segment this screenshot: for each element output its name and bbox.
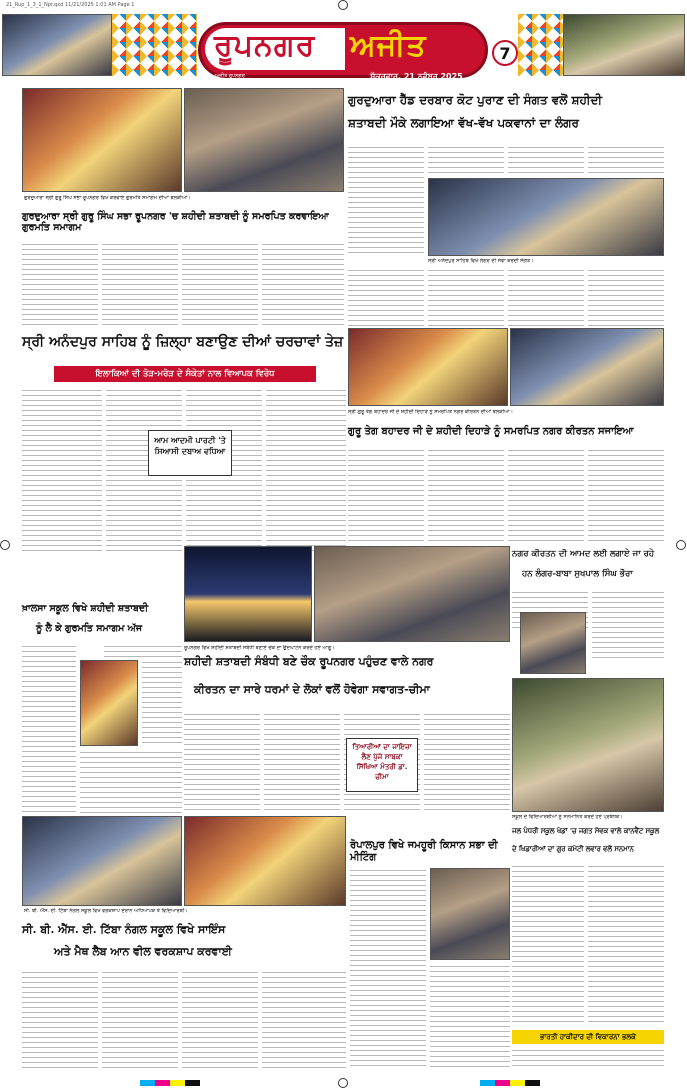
- body-langar-col2b: [428, 268, 504, 326]
- headline-bhaura-line1: ਨਗਰ ਕੀਰਤਨ ਦੀ ਆਮਦ ਲਈ ਲਗਾਏ ਜਾ ਰਹੇ: [512, 549, 655, 559]
- body-bhaura-col2: [592, 590, 664, 662]
- photo-chowk-night: [184, 546, 312, 642]
- body-nagar-col2: [428, 448, 504, 543]
- caption-nagar: ਸ੍ਰੀ ਗੁਰੂ ਤੇਗ ਬਹਾਦਰ ਜੀ ਦੇ ਸ਼ਹੀਦੀ ਦਿਹਾੜੇ ਨੂੰ ਸਮਰਪਿਤ ਨਗਰ ਕੀਰਤਨ ਦੀਆਂ ਝਲਕੀਆਂ।: [348, 409, 513, 415]
- headline-chowk-line2: ਕੀਰਤਨ ਦਾ ਸਾਰੇ ਧਰਮਾਂ ਦੇ ਲੋਕਾਂ ਵਲੋਂ ਹੋਵੇਗਾ ਸਵਾਗਤ-ਚੀਮਾ: [194, 683, 430, 696]
- body-gurmat-col1: [22, 242, 98, 327]
- masthead-title-rupnagar: ਰੂਪਨਗਰ: [214, 28, 316, 63]
- body-district-col1: [22, 388, 102, 553]
- registration-mark-icon: [338, 0, 348, 10]
- registration-mark-icon: [338, 1078, 348, 1088]
- body-langar-col3b: [508, 268, 584, 326]
- subhead-district: ਇਲਾਕਿਆਂ ਦੀ ਤੋੜ-ਮਰੋੜ ਦੇ ਸੰਕੇਤਾਂ ਨਾਲ ਵਿਆਪਕ ਵਿਰੋਧ: [54, 366, 316, 382]
- photo-bhaura-portrait: [520, 612, 586, 674]
- masthead-title-ajit: ਅਜੀਤ: [350, 28, 427, 63]
- body-gurmat-col4: [262, 242, 344, 327]
- body-sports-col2: [588, 864, 664, 1024]
- print-colorbar-left: [140, 1080, 200, 1086]
- masthead-pattern-right: [518, 14, 563, 76]
- body-chowk-col2: [264, 712, 340, 812]
- headline-chowk-line1: ਸ਼ਹੀਦੀ ਸ਼ਤਾਬਦੀ ਸੰਬੰਧੀ ਬਣੇ ਚੌਕ ਰੂਪਨਗਰ ਪਹੁੰਚਣ ਵਾਲੇ ਨਗਰ: [184, 655, 434, 668]
- body-khalsa-col2b: [142, 660, 182, 746]
- photo-nagar-2: [510, 328, 664, 406]
- body-langar-col3: [508, 145, 584, 175]
- photo-workshop-2: [184, 816, 346, 906]
- body-sports-col1: [512, 864, 584, 1024]
- headline-sports-line1: ਜਲ ਪੰਧਰੀ ਸਕੂਲ ਖੇਡਾਂ 'ਚ ਜਗਤ ਸੇਵਕ ਵਾਲੇ ਕਾਨਵੈਂਟ ਸਕੂਲ: [512, 827, 660, 835]
- caption-gurmat: ਗੁਰਦੁਆਰਾ ਸ੍ਰੀ ਗੁਰੂ ਸਿੰਘ ਸਭਾ ਰੂਪਨਗਰ ਵਿਖੇ ਕਰਵਾਏ ਗੁਰਮਤਿ ਸਮਾਗਮ ਦੀਆਂ ਝਲਕੀਆਂ।: [24, 195, 191, 201]
- body-nagar-col4: [588, 448, 664, 543]
- photo-school-award: [512, 678, 664, 812]
- body-kisan-col2: [430, 964, 510, 1068]
- masthead-photo-right: [563, 14, 685, 76]
- page-number: 7: [492, 40, 518, 66]
- body-sports-footer: [512, 1048, 664, 1070]
- body-chowk-col1: [184, 712, 260, 812]
- headline-district: ਸ੍ਰੀ ਅਨੰਦਪੁਰ ਸਾਹਿਬ ਨੂੰ ਜ਼ਿਲ੍ਹਾ ਬਣਾਉਣ ਦੀਆਂ ਚਰਚਾਵਾਂ ਤੇਜ਼: [22, 334, 344, 350]
- body-cbse-col2: [102, 970, 178, 1070]
- slug-line: 21_Rup_1_3_1_Npr.qxd 11/21/2025 1:01 AM Page 1: [6, 2, 135, 8]
- photo-khalsa-portrait: [80, 660, 138, 746]
- body-langar-col2: [428, 145, 504, 175]
- headline-sports-line2: ਦੇ ਖਿਡਾਰੀਆਂ ਦਾ ਗੁਰ ਕਮੇਟੀ ਲਵਾਰ ਵਲੋਂ ਸਨਮਾਨ: [512, 845, 634, 853]
- masthead-photo-left: [2, 14, 112, 76]
- headline-cbse-line1: ਸੀ. ਬੀ. ਐੱਸ. ਈ. ਟਿੱਬਾ ਨੰਗਲ ਸਕੂਲ ਵਿਖੇ ਸਾਇੰਸ: [22, 923, 226, 936]
- photo-gurmat-1: [22, 88, 182, 192]
- registration-mark-icon: [0, 540, 10, 550]
- pullquote-cheema: ਤਿਆਰੀਆਂ ਦਾ ਜਾਇਜ਼ਾ ਲੈਣ ਪੁੱਜੇ ਸਾਬਕਾ ਸਿੱਖਿਆ ਮੰਤਰੀ ਡਾ. ਚੀਮਾ: [346, 738, 418, 792]
- body-cbse-col4: [262, 970, 346, 1070]
- headline-langar-line1: ਗੁਰਦੁਆਰਾ ਹੈੱਡ ਦਰਬਾਰ ਕੋਟ ਪੁਰਾਣ ਦੀ ਸੰਗਤ ਵਲੋਂ ਸ਼ਹੀਦੀ: [348, 93, 603, 107]
- caption-chowk: ਰੂਪਨਗਰ ਵਿਖੇ ਸ਼ਹੀਦੀ ਸ਼ਤਾਬਦੀ ਸਬੰਧੀ ਬਣਾਏ ਚੌਕ ਦਾ ਉਦਘਾਟਨ ਕਰਦੇ ਹੋਏ ਆਗੂ।: [184, 645, 335, 651]
- body-nagar-col3: [508, 448, 584, 543]
- pullquote-aap: ਆਮ ਆਦਮੀ ਪਾਰਟੀ 'ਤੇ ਸਿਆਸੀ ਦਬਾਅ ਵਧਿਆ: [148, 430, 232, 476]
- photo-langar: [428, 178, 664, 256]
- body-khalsa-col2a: [104, 644, 182, 658]
- photo-kisan: [430, 868, 510, 960]
- headline-khalsa-line2: ਨੂੰ ਲੈ ਕੇ ਗੁਰਮਤਿ ਸਮਾਗਮ ਅੱਜ: [36, 623, 143, 634]
- body-langar-col4: [588, 145, 664, 175]
- body-chowk-col4: [424, 712, 510, 812]
- headline-khalsa-line1: ਖ਼ਾਲਸਾ ਸਕੂਲ ਵਿਖੇ ਸ਼ਹੀਦੀ ਸ਼ਤਾਬਦੀ: [22, 603, 149, 614]
- masthead-edition: ਅਜੀਤ ਰੂਪਨਗਰ: [215, 73, 245, 79]
- body-cbse-col3: [182, 970, 258, 1070]
- body-district-col4: [266, 388, 346, 553]
- body-nagar-col1: [348, 448, 424, 543]
- headline-bhaura-line2: ਹਨ ਲੰਗਰ-ਬਾਬਾ ਸੁਖਪਾਲ ਸਿੰਘ ਭੌਰਾ: [522, 569, 633, 579]
- photo-chowk-leaders: [314, 546, 510, 642]
- body-langar-col1b: [348, 268, 424, 326]
- photo-nagar-1: [348, 328, 508, 406]
- photo-gurmat-2: [184, 88, 344, 192]
- body-langar-col4b: [588, 268, 664, 326]
- print-colorbar-right: [480, 1080, 540, 1086]
- body-cbse-col1: [22, 970, 98, 1070]
- masthead-pattern-left: [112, 14, 197, 76]
- body-khalsa-col2c: [80, 750, 182, 814]
- body-gurmat-col3: [182, 242, 258, 327]
- headline-langar-line2: ਸ਼ਤਾਬਦੀ ਮੌਕੇ ਲਗਾਇਆ ਵੱਖ-ਵੱਖ ਪਕਵਾਨਾਂ ਦਾ ਲੰਗਰ: [348, 116, 579, 130]
- headline-nagar-kirtan: ਗੁਰੂ ਤੇਗ ਬਹਾਦਰ ਜੀ ਦੇ ਸ਼ਹੀਦੀ ਦਿਹਾੜੇ ਨੂੰ ਸਮਰਪਿਤ ਨਗਰ ਕੀਰਤਨ ਸਜਾਇਆ: [348, 426, 634, 437]
- masthead-date: ਸ਼ੁੱਕਰਵਾਰ, 21 ਨਵੰਬਰ 2025: [370, 72, 463, 81]
- registration-mark-icon: [676, 540, 686, 550]
- photo-workshop-1: [22, 816, 182, 906]
- body-langar-col1: [348, 145, 424, 257]
- highlight-bar: ਭਾਰਤੀ ਹਾਕੀਦਾਰ ਦੀ ਵਿਕਾਰਨਾ ਭਲਕੇ: [512, 1030, 664, 1044]
- headline-kisan: ਰੋਪਾਲਪੁਰ ਵਿਖੇ ਜਮਹੂਰੀ ਕਿਸਾਨ ਸਭਾ ਦੀ ਮੀਟਿੰਗ: [350, 840, 498, 863]
- caption-school: ਸਕੂਲ ਦੇ ਵਿਦਿਆਰਥੀਆਂ ਨੂੰ ਸਨਮਾਨਿਤ ਕਰਦੇ ਹੋਏ ਪ੍ਰਬੰਧਕ।: [512, 814, 623, 820]
- body-khalsa-col1: [22, 644, 76, 814]
- headline-gurmat-samagam: ਗੁਰਦੁਆਰਾ ਸ੍ਰੀ ਗੁਰੂ ਸਿੰਘ ਸਭਾ ਰੂਪਨਗਰ 'ਚ ਸ਼ਹੀਦੀ ਸ਼ਤਾਬਦੀ ਨੂੰ ਸਮਰਪਿਤ ਕਰਵਾਇਆ ਗੁਰਮਤਿ ਸਮਾਗਮ: [22, 211, 329, 233]
- caption-workshop: ਸੀ. ਬੀ. ਐੱਸ. ਈ. ਟਿੱਬਾ ਨੰਗਲ ਸਕੂਲ ਵਿਖੇ ਵਰਕਸ਼ਾਪ ਦੌਰਾਨ ਅਧਿਆਪਕ ਤੇ ਵਿਦਿਆਰਥੀ।: [24, 908, 188, 914]
- headline-cbse-line2: ਅਤੇ ਮੈਥ ਲੈਬ ਆਨ ਵੀਲ ਵਰਕਸ਼ਾਪ ਕਰਵਾਈ: [54, 945, 232, 958]
- body-gurmat-col2: [102, 242, 178, 327]
- body-kisan-col1: [350, 868, 426, 1068]
- caption-langar: ਸ੍ਰੀ ਅਨੰਦਪੁਰ ਸਾਹਿਬ ਵਿਖੇ ਲੰਗਰ ਦੀ ਸੇਵਾ ਕਰਦੀ ਸੰਗਤ।: [428, 258, 534, 264]
